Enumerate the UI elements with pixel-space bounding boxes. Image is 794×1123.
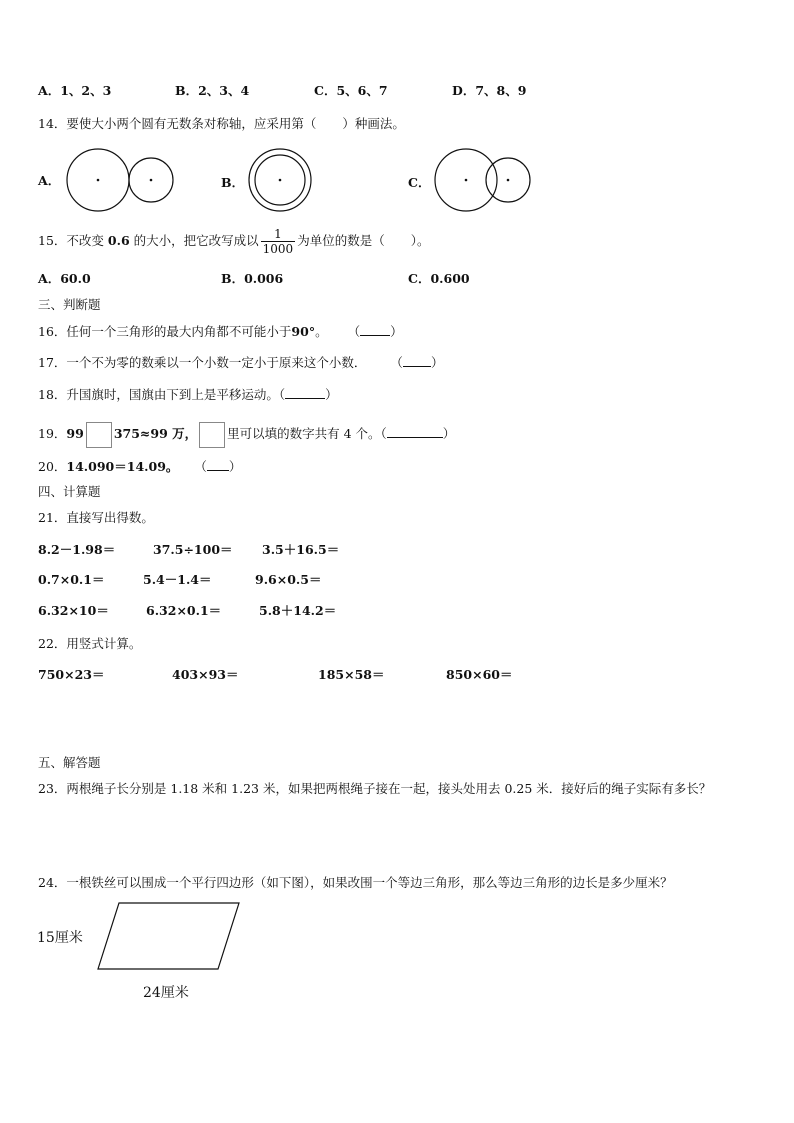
q20-paren-close: ） <box>228 459 242 474</box>
q21-item: 9.6×0.5＝ <box>255 572 322 587</box>
q13-option-a: A．1、2、3 <box>38 83 112 98</box>
q17-text: 一个不为零的数乘以一个小数一定小于原来这个小数． <box>66 355 367 370</box>
q14-text-before: 要使大小两个圆有无数条对称轴，应采用第（ <box>66 116 317 131</box>
q20-paren-open: （ <box>194 459 207 474</box>
q14-option-c-label: C． <box>408 175 431 190</box>
q18-paren-close: ） <box>325 387 338 402</box>
q19-prefix: 99 <box>66 426 84 441</box>
q21-item: 8.2－1.98＝ <box>38 542 116 557</box>
q16-end: 。 <box>315 324 328 339</box>
q13-option-b: B．2、3、4 <box>175 83 250 98</box>
q21-item: 6.32×0.1＝ <box>146 603 222 618</box>
q17-paren-open: （ <box>390 355 403 370</box>
q22-item: 850×60＝ <box>446 667 513 682</box>
q22-item: 185×58＝ <box>318 667 385 682</box>
q15-option-c: C．0.600 <box>408 271 470 286</box>
q24-question: 24．一根铁丝可以围成一个平行四边形（如下图），如果改围一个等边三角形，那么等边三角形的边长是多少厘米？ <box>38 875 673 890</box>
q22-item: 750×23＝ <box>38 667 105 682</box>
q19-paren-close: ） <box>442 426 456 441</box>
q21-title: 21．直接写出得数。 <box>38 510 154 525</box>
q18-text: 升国旗时，国旗由下到上是平移运动。（ <box>66 387 286 402</box>
q15-option-a: A．60.0 <box>38 271 91 286</box>
section-5-heading: 五、解答题 <box>38 755 101 770</box>
q23-question: 23．两根绳子长分别是 1.18 米和 1.23 米，如果把两根绳子接在一起，接头处用去 0.25 米．接好后的绳子实际有多长？ <box>38 781 712 796</box>
q24-side-label: 15厘米 <box>37 930 83 946</box>
q13-option-c: C．5、6、7 <box>314 83 388 98</box>
q15-fraction-denominator: 1000 <box>262 242 294 256</box>
q14-text-after: ）种画法。 <box>342 116 405 131</box>
q14-option-b-label: B． <box>221 175 245 190</box>
q21-item: 6.32×10＝ <box>38 603 109 618</box>
q20-number: 20． <box>38 459 67 474</box>
section-3-heading: 三、判断题 <box>38 297 101 312</box>
q19-approx: 375≈99 万， <box>113 426 198 441</box>
q15-decimal: 0.6 <box>107 233 130 248</box>
q17-paren-close: ） <box>430 355 444 370</box>
q16-number: 16． <box>38 324 67 339</box>
q16-angle: 90° <box>291 324 316 339</box>
q21-item: 3.5＋16.5＝ <box>262 542 340 557</box>
q24-base-label: 24厘米 <box>143 985 189 1001</box>
q15-option-b: B．0.006 <box>221 271 284 286</box>
q15-fraction-numerator: 1 <box>261 227 296 242</box>
q19-text: 里可以填的数字共有 4 个。（ <box>227 426 387 441</box>
q14-number: 14． <box>38 116 67 131</box>
q22-item: 403×93＝ <box>172 667 239 682</box>
section-4-heading: 四、计算题 <box>38 484 101 499</box>
q19-number: 19． <box>38 426 67 441</box>
q15-text-before: 不改变 <box>66 233 104 248</box>
q16-text: 任何一个三角形的最大内角都不可能小于 <box>66 324 292 339</box>
q15-text-end: ）。 <box>410 233 430 248</box>
q21-item: 37.5÷100＝ <box>153 542 233 557</box>
q16-paren-open: （ <box>347 324 361 339</box>
q15-number: 15． <box>38 233 67 248</box>
q13-option-d: D．7、8、9 <box>452 83 527 98</box>
q24-parallelogram <box>98 903 239 969</box>
q15-text-mid: 的大小，把它改写成以 <box>133 233 259 248</box>
q18-number: 18． <box>38 387 67 402</box>
q14-option-a-label: A． <box>38 173 61 188</box>
q21-item: 5.4－1.4＝ <box>143 572 212 587</box>
q17-number: 17． <box>38 355 67 370</box>
q21-item: 0.7×0.1＝ <box>38 572 105 587</box>
q20-text: 14.090＝14.09。 <box>66 459 179 474</box>
q22-title: 22．用竖式计算。 <box>38 636 142 651</box>
q16-paren-close: ） <box>390 324 403 339</box>
q21-item: 5.8＋14.2＝ <box>259 603 337 618</box>
q15-text-after: 为单位的数是（ <box>297 233 385 248</box>
